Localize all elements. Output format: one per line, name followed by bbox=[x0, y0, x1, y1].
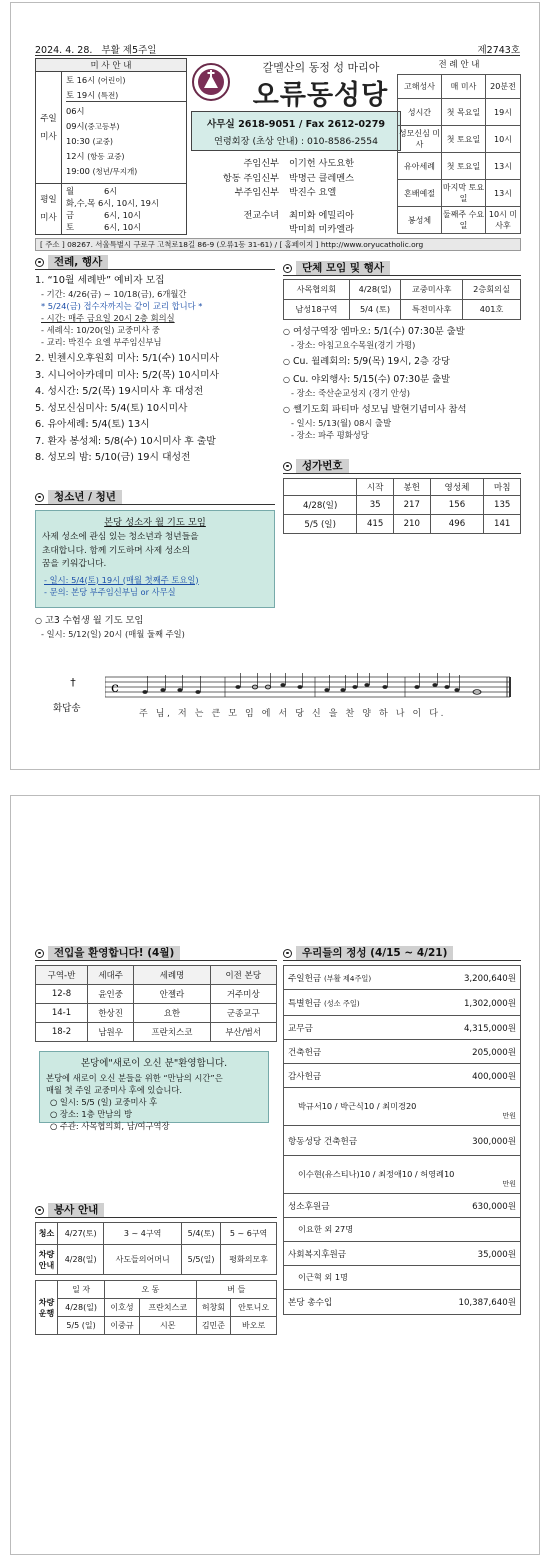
issue-number: 제2743호 bbox=[477, 45, 520, 56]
liturgy-item: 3. 시니어아카데미 미사: 5/2(목) 10시미사 bbox=[35, 369, 220, 381]
offering-amount: 205,000원 bbox=[472, 1047, 516, 1058]
parish-motto: 갈멜산의 동정 성 마리아 bbox=[262, 61, 380, 74]
section-bullet-icon bbox=[35, 493, 44, 502]
offering-label: 감사헌금 bbox=[288, 1071, 322, 1082]
funeral-contact: 연령회장 (초상 안내) : 010-8586-2554 bbox=[214, 136, 378, 147]
bulletin-page-2 bbox=[10, 795, 540, 1555]
saturday-anticipated-masses: 토 16시 (어린이) 토 19시 (특전) bbox=[66, 72, 186, 102]
offering-unit: 만원 bbox=[502, 1180, 516, 1188]
sacrament-title: 전 례 안 내 bbox=[438, 60, 480, 70]
psalm-label: 화답송 bbox=[53, 703, 81, 714]
svg-text:c: c bbox=[111, 680, 119, 696]
new-members-table: 구역-반 세대주 세례명 이전 본당 12-8 윤인중 안젤라 거주미상 14-1 한상진 요한 군종교구 18-2 남원우 프란치스코 부산/범서 bbox=[35, 965, 277, 1042]
offering-label: 특별헌금 bbox=[288, 998, 322, 1009]
offering-donors-row bbox=[284, 1156, 520, 1194]
groups-section bbox=[283, 261, 521, 441]
offering-label: 건축헌금 bbox=[288, 1047, 322, 1058]
liturgical-week: 부활 제5주일 bbox=[101, 45, 157, 56]
cross-icon: † bbox=[70, 676, 76, 689]
liturgy-section: 전례, 행사 1. “10월 세례반” 예비자 모집 - 기간: 4/26(금) ~ 10/18(금), 6개월간 * 5/24(금) 접수자까지는 같이 교리 합니다 * - 시간: 매주 금요일 20시 2층 회의실 - 세례식: 10/20(일) 교중미사 중 - 교리: 박진수 요엘 부주임신부님 2. 빈첸시오후원회 미사: 5/1(수) 10시미사 3. 시니어아카데미 미사: 5/2(목) 10시미사 4. 성시간: 5/2(목) 19시미사 후 대성전 5. 성모신심미사: 5/4(토) 10시미사 6. 유아세례: 5/4(토) 13시 7. 환자 봉성체: 5/8(수) 10시미사 후 출발 8. 성모의 밤: 5/10(금) 19시 대성전 bbox=[35, 255, 275, 467]
offering-donors-row bbox=[284, 1218, 520, 1242]
liturgy-item: 7. 환자 봉성체: 5/8(수) 10시미사 후 출발 bbox=[35, 435, 216, 447]
sunday-mass-label: 주일 미사 bbox=[36, 72, 62, 183]
offering-donors-row bbox=[284, 1088, 520, 1126]
bulletin-page-1 bbox=[10, 2, 540, 770]
weekday-mass-label: 평일 미사 bbox=[36, 184, 62, 234]
offering-label: 교무금 bbox=[288, 1023, 313, 1034]
office-phone-fax: 사무실 2618-9051 / Fax 2612-0279 bbox=[206, 119, 386, 130]
section-bullet-icon bbox=[283, 949, 292, 958]
offering-label: 이수현(유스티나)10 / 최정애10 / 허영례10 bbox=[298, 1169, 455, 1179]
event-item: ○ 여성구역장 엠마오: 5/1(수) 07:30분 출발 bbox=[283, 326, 465, 337]
parish-logo bbox=[191, 61, 231, 105]
psalm-staff bbox=[105, 673, 525, 703]
offering-label: 성소후원금 bbox=[288, 1201, 330, 1212]
clergy-list: 주임신부 이기헌 사도요한 항동 주임신부 박명근 클레멘스 부주임신부 박진수 요엘 전교수녀 최미화 에밀리아 박미희 미카엘라 bbox=[222, 158, 355, 235]
youth-section bbox=[35, 490, 275, 505]
issue-date: 2024. 4. 28. bbox=[35, 45, 93, 56]
hymn-table: 시작 봉헌 영성체 마침 4/28(일) 35 217 156 135 5/5 (일) 415 210 496 141 bbox=[283, 478, 521, 534]
offering-label: 박규서10 / 박근식10 / 최미경20 bbox=[298, 1101, 417, 1111]
liturgy-item: 8. 성모의 밤: 5/10(금) 19시 대성전 bbox=[35, 452, 191, 463]
offering-amount: 35,000원 bbox=[477, 1249, 516, 1260]
hymn-header: 성가번호 bbox=[283, 459, 521, 474]
bulletin-header bbox=[35, 42, 520, 56]
offering-amount: 3,200,640원 bbox=[463, 973, 516, 984]
offering-row bbox=[284, 1064, 520, 1088]
vocation-box-title: 본당 성소자 월 기도 모임 bbox=[104, 517, 206, 528]
youth-header: 청소년 / 청년 bbox=[35, 490, 275, 505]
mass-schedule bbox=[35, 58, 187, 235]
offering-label: 본당 총수입 bbox=[288, 1298, 333, 1308]
sacrament-schedule bbox=[397, 58, 521, 234]
offering-amount: 4,315,000원 bbox=[463, 1023, 516, 1034]
group-meetings-table: 사목협의회 4/28(일) 교중미사후 2층회의실 남성18구역 5/4 (토) 특전미사후 401호 bbox=[283, 279, 521, 320]
offering-row bbox=[284, 1040, 520, 1064]
newcomer-box-title: 본당에"새로이 오신 분"환영합니다. bbox=[80, 1058, 228, 1069]
section-bullet-icon bbox=[35, 1206, 44, 1215]
groups-header: 단체 모임 및 행사 bbox=[283, 261, 521, 276]
psalm-lyrics: 주 님, 저 는 큰 모 임 에 서 당 신 을 찬 양 하 나 이 다. bbox=[139, 709, 447, 719]
offering-unit: 만원 bbox=[502, 1112, 516, 1120]
offering-amount: 10,387,640원 bbox=[458, 1298, 516, 1308]
offering-row bbox=[284, 966, 520, 990]
offering-table bbox=[283, 965, 521, 1315]
liturgy-item: 5. 성모신심미사: 5/4(토) 10시미사 bbox=[35, 402, 188, 414]
offering-section bbox=[283, 946, 521, 1315]
event-item: ○ Cu. 월례회의: 5/9(목) 19시, 2층 강당 bbox=[283, 356, 450, 367]
liturgy-header: 전례, 행사 bbox=[35, 255, 275, 270]
offering-row bbox=[284, 1290, 520, 1314]
liturgy-item: 4. 성시간: 5/2(목) 19시미사 후 대성전 bbox=[35, 386, 204, 397]
liturgy-item: 6. 유아세례: 5/4(토) 13시 bbox=[35, 419, 150, 430]
service-section bbox=[35, 1203, 277, 1335]
sacrament-table: 고해성사 매 미사 20분전 성시간 첫 목요일 19시 성모신심 미사 첫 토요일 10시 유아세례 첫 토요일 13시 혼배예절 마지막 토요일 13시 봉성체 둘째주 수요일 10시 미사후 bbox=[397, 74, 521, 234]
event-item: ○ 쎌기도회 파티마 성모님 발현기념미사 참석 bbox=[283, 404, 467, 415]
offering-row bbox=[284, 990, 520, 1016]
welcome-header: 전입을 환영합니다! (4월) bbox=[35, 946, 277, 961]
vocation-box-time: - 일시: 5/4(토) 19시 (매월 첫째주 토요일) bbox=[44, 574, 199, 585]
section-bullet-icon bbox=[35, 258, 44, 267]
address-bar: [ 주소 ] 08267. 서울특별시 구로구 고척로18길 86-9 (오류1동 31-61) / [ 홈페이지 ] http://www.oryucatholic.org bbox=[35, 238, 521, 251]
parish-name: 오류동성당 bbox=[252, 80, 389, 111]
section-bullet-icon bbox=[283, 264, 292, 273]
liturgy-item-1: 1. “10월 세례반” 예비자 모집 bbox=[35, 275, 165, 286]
offering-label: 항동성당 건축헌금 bbox=[288, 1136, 358, 1147]
service-header: 봉사 안내 bbox=[35, 1203, 277, 1218]
newcomer-box: 본당에"새로이 오신 분"환영합니다. 본당에 새로이 오신 분들을 위한 “만남의 시간”은 매월 첫 주일 교중미사 후에 있습니다. ○ 일시: 5/5 (일) 교중미사 후 ○ 장소: 1층 만남의 방 ○ 주관: 사목협의회, 남/여구역장 bbox=[39, 1051, 269, 1123]
cleaning-driver-table: 청소 4/27(토) 3 ~ 4구역 5/4(토) 5 ~ 6구역 차량 안내 4/28(일) 사도들의어머니 5/5(일) 평화의모후 bbox=[35, 1222, 277, 1275]
offering-row bbox=[284, 1016, 520, 1040]
welcome-section bbox=[35, 946, 277, 1042]
vocation-box-contact: - 문의: 본당 부주임신부님 or 사무실 bbox=[44, 586, 176, 597]
event-item: ○ Cu. 야외행사: 5/15(수) 07:30분 출발 bbox=[283, 374, 451, 385]
liturgy-item: 2. 빈첸시오후원회 미사: 5/1(수) 10시미사 bbox=[35, 353, 220, 364]
vocation-prayer-box bbox=[35, 510, 275, 608]
offering-label: 이근혁 외 1명 bbox=[298, 1272, 348, 1282]
offering-donors-row bbox=[284, 1266, 520, 1290]
offering-row bbox=[284, 1242, 520, 1266]
vocation-box-text: 사제 성소에 관심 있는 청소년과 청년들을 초대합니다. 함께 기도하며 사제 성소의 꿈을 키워갑니다. bbox=[42, 532, 199, 569]
offering-header: 우리들의 정성 (4/15 ~ 4/21) bbox=[283, 946, 521, 961]
offering-row bbox=[284, 1126, 520, 1156]
offering-amount: 630,000원 bbox=[472, 1201, 516, 1212]
offering-amount: 1,302,000원 bbox=[463, 998, 516, 1009]
offering-note: (부활 제4주일) bbox=[323, 973, 372, 983]
exam-prayer-notice: ○ 고3 수험생 월 기도 모임 - 일시: 5/12(일) 20시 (매월 둘째 주일) bbox=[35, 615, 185, 639]
weekday-masses: 월 6시 화,수,목 6시, 10시, 19시 금 6시, 10시 토 6시, 10시 bbox=[66, 186, 159, 232]
mass-schedule-title: 미 사 안 내 bbox=[36, 59, 186, 72]
offering-label: 이요한 외 27명 bbox=[298, 1224, 354, 1234]
offering-amount: 400,000원 bbox=[472, 1071, 516, 1082]
offering-row bbox=[284, 1194, 520, 1218]
sunday-masses: 06시 09시(중고등부) 10:30 (교중) 12시 (항동 교중) 19:00 (청년/무지개) bbox=[66, 106, 138, 176]
group-events: ○ 여성구역장 엠마오: 5/1(수) 07:30분 출발 - 장소: 아침고요수목원(경기 가평) ○ Cu. 월례회의: 5/9(목) 19시, 2층 강당 ○ Cu. 야외행사: 5/15(수) 07:30분 출발 - 장소: 죽산순교성지 (경기 안성) ○ 쎌기도회 파티마 성모님 발현기념미사 참석 - 일시: 5/13(월) 08시 출발 - 장소: 파주 평화성당 bbox=[283, 324, 521, 441]
contact-box bbox=[191, 111, 401, 151]
section-bullet-icon bbox=[283, 462, 292, 471]
offering-label: 사회복지후원금 bbox=[288, 1249, 347, 1260]
vehicle-schedule-table: 차량 운행 일 자 오 동 버 들 4/28(일) 이호성 프란치스코 허창회 안토니오 5/5 (일) 이중규 시몬 김민준 바오로 bbox=[35, 1280, 277, 1335]
section-bullet-icon bbox=[35, 949, 44, 958]
offering-amount: 300,000원 bbox=[472, 1136, 516, 1147]
offering-label: 주일헌금 bbox=[288, 973, 322, 984]
hymn-section bbox=[283, 459, 521, 534]
offering-note: (성소 주일) bbox=[323, 998, 360, 1008]
